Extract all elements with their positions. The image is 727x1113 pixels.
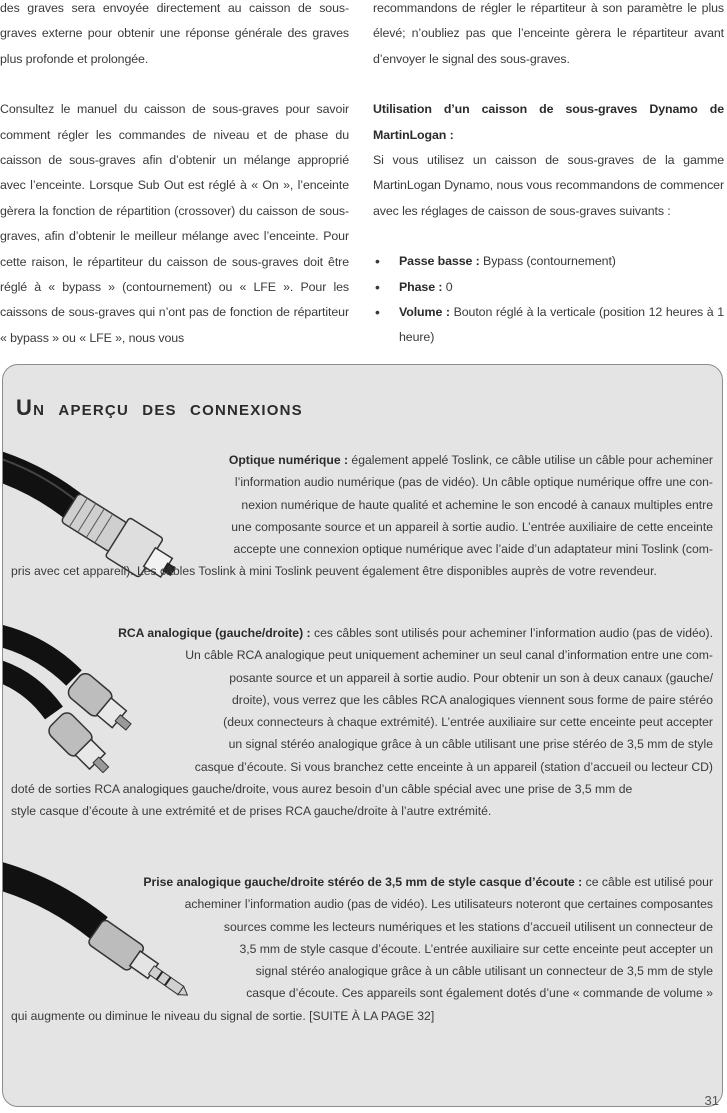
text-line — [11, 622, 713, 644]
text-line — [11, 449, 713, 471]
rca-line-2: Un câble RCA analogique peut uniquement acheminer un seul canal d’information entre une com- — [185, 648, 713, 663]
setting-value: Bouton réglé à la verticale (position 12 heures à 1 heure) — [399, 305, 724, 345]
optical-line-6: pris avec cet appareil). Les câbles Toslink à mini Toslink peuvent également être disponibles auprès de votre revendeur. — [11, 564, 657, 579]
connections-overview-box — [2, 364, 723, 1107]
setting-label: Phase : — [399, 279, 443, 294]
setting-label: Volume : — [399, 305, 450, 320]
setting-value: Bypass (contournement) — [479, 254, 616, 269]
rca-line-6: un signal stéréo analogique grâce à un câble utilisant une prise stéréo de 3,5 mm de style — [228, 737, 713, 752]
jack-line-2: acheminer l’information audio (pas de vidéo). Les utilisateurs noteront que certaines composantes — [184, 897, 713, 912]
setting-item-phase — [373, 275, 724, 300]
jack-line-4: 3,5 mm de style casque d’écoute. L’entrée auxiliaire sur cette enceinte peut accepter un — [239, 941, 713, 956]
jack-section — [11, 871, 713, 1027]
right-text-column — [373, 0, 724, 351]
left-paragraph-2: Consultez le manuel du caisson de sous-graves pour savoir comment régler les commandes de niveau et de phase du caisson de sous-graves afin d’obtenir un mélange approprié avec l’enceinte. Lorsque Sub Out est réglé à « On », l’enceinte gèrera la fonction de répartition (crossover) du caisson de sous-graves, afin d’obtenir le meilleur mélange avec l’enceinte. Pour cette raison, le répartiteur du caisson de sous-graves doit être réglé à « bypass » (contournement) ou « LFE ». Pour les caissons de sous-graves qui n’ont pas de fonction de répartiteur « bypass » ou « LFE », nous vous — [0, 102, 349, 345]
left-paragraph-1: des graves sera envoyée directement au caisson de sous-graves externe pour obtenir une réponse générale des graves plus profonde et prolongée. — [0, 1, 349, 66]
text-line — [11, 871, 713, 893]
setting-value: 0 — [442, 279, 453, 294]
rca-line-1: ces câbles sont utilisés pour acheminer l’information audio (pas de vidéo). — [310, 626, 713, 640]
jack-line-6: casque d’écoute. Ces appareils sont également dotés d’une « commande de volume » — [246, 986, 713, 1001]
rca-line-9: style casque d’écoute à une extrémité et de prises RCA gauche/droite à l’autre extrémité. — [11, 804, 492, 819]
setting-label: Passe basse : — [399, 254, 480, 269]
rca-line-3: posante source et un appareil à sortie audio. Pour obtenir un son à deux canaux (gauche/ — [229, 670, 713, 685]
settings-list — [373, 249, 724, 351]
page-number: 31 — [704, 1093, 719, 1108]
right-paragraph-1: recommandons de régler le répartiteur à son paramètre le plus élevé; n’oubliez pas que l’enceinte gèrera le répartiteur avant d’envoyer le signal des sous-graves. — [373, 1, 724, 66]
optical-line-4: une composante source et un appareil à sortie audio. L’entrée auxiliaire de cette enceinte — [231, 519, 713, 534]
jack-line-1: ce câble est utilisé pour — [582, 875, 713, 889]
jack-line-3: sources comme les lecteurs numériques et les stations d’accueil utilisent un connecteur de — [223, 919, 713, 934]
rca-line-8: doté de sorties RCA analogiques gauche/droite, vous aurez besoin d’un câble spécial avec une prise de 3,5 mm de — [11, 782, 633, 797]
optical-line-3: nexion numérique de haute qualité et achemine le son encodé à canaux multiples entre — [241, 497, 713, 512]
optical-line-2: l’information audio numérique (pas de vidéo). Un câble optique numérique offre une con- — [234, 475, 713, 490]
jack-label: Prise analogique gauche/droite stéréo de 3,5 mm de style casque d’écoute : — [143, 875, 583, 889]
setting-item-volume — [373, 300, 724, 351]
jack-line-5: signal stéréo analogique grâce à un câble utilisant un connecteur de 3,5 mm de style — [255, 964, 713, 979]
dynamo-subheading: Utilisation d’un caisson de sous-graves Dynamo de MartinLogan : — [373, 102, 724, 142]
optical-label: Optique numérique : — [228, 453, 349, 467]
rca-label: RCA analogique (gauche/droite) : — [118, 626, 311, 640]
rca-line-7: casque d’écoute. Si vous branchez cette enceinte à un appareil (station d’accueil ou lecteur CD) — [194, 759, 713, 774]
right-paragraph-2: Si vous utilisez un caisson de sous-graves de la gamme MartinLogan Dynamo, nous vous recommandons de commencer avec les réglages de caisson de sous-graves suivants : — [373, 153, 724, 218]
jack-line-7: qui augmente ou diminue le niveau du signal de sortie. [SUITE À LA PAGE 32] — [11, 1008, 435, 1023]
rca-line-5: (deux connecteurs à chaque extrémité). L’entrée auxiliaire sur cette enceinte peut accepter — [223, 715, 713, 730]
rca-line-4: droite), vous verrez que les câbles RCA analogiques viennent sous forme de paire stéréo — [232, 692, 713, 707]
setting-item-lowpass — [373, 249, 724, 274]
box-title: Un aperçu des connexions — [16, 395, 303, 420]
optical-line-5: accepte une connexion optique numérique avec l’aide d’un adaptateur mini Toslink (com- — [233, 542, 713, 557]
rca-section — [11, 622, 713, 823]
optical-section — [11, 449, 713, 583]
optical-line-1: également appelé Toslink, ce câble utilise un câble pour acheminer — [348, 453, 713, 467]
left-text-column — [0, 0, 349, 351]
